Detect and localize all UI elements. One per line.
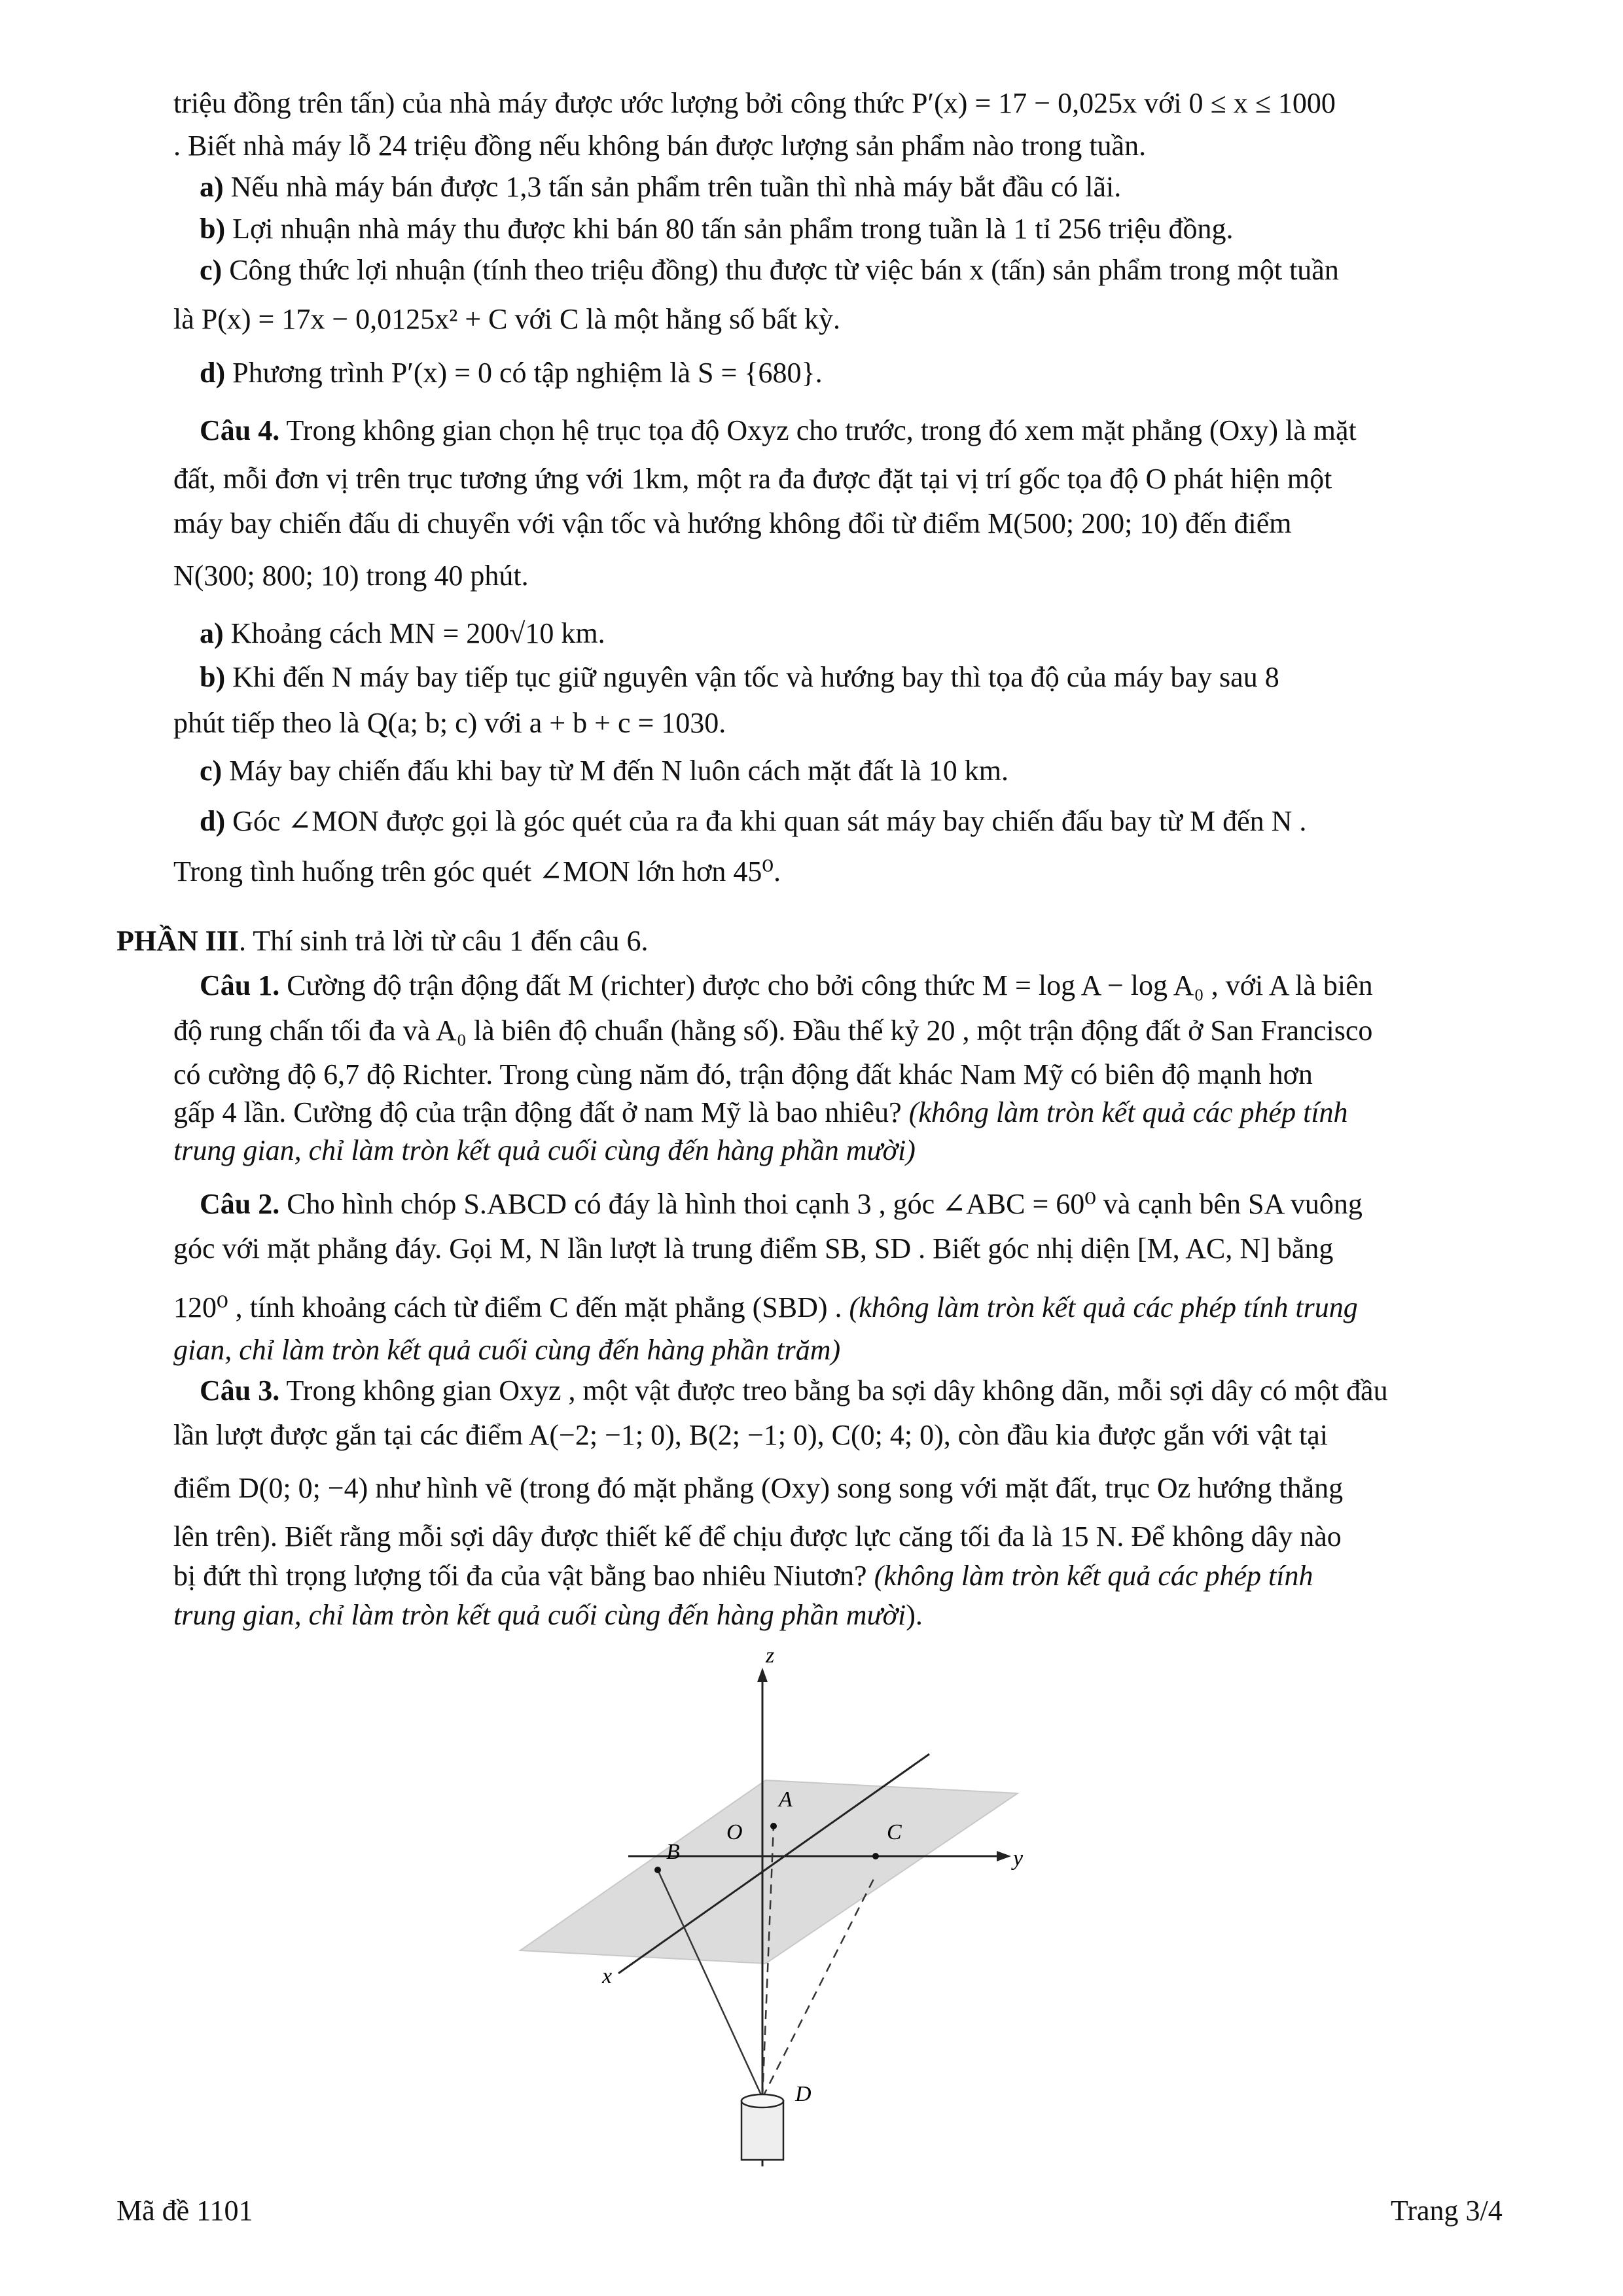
part3-header (116, 922, 1432, 961)
p3-c2-line-3 (173, 1288, 1489, 1327)
option-text: Lợi nhuận nhà máy thu được khi bán 80 tấn sản phẩm trong tuần là 1 tỉ 256 triệu đồng. (225, 213, 1234, 245)
p3-c2-line-2: góc với mặt phẳng đáy. Gọi M, N lần lượt là trung điểm SB, SD . Biết góc nhị diện [M, AC, N] bằng (173, 1232, 1334, 1265)
option-label: d) (200, 357, 226, 389)
p3-c3-line-5 (173, 1556, 1489, 1596)
q3-option-d (200, 353, 1515, 393)
p3-c2-line-1 (200, 1185, 1515, 1224)
question-text: Cường độ trận động đất M (richter) được cho bởi công thức M = log A − log A₀ , với A là biên (279, 969, 1373, 1001)
note-text: (không làm tròn kết quả các phép tính (908, 1096, 1348, 1128)
question-label: Câu 3. (200, 1374, 280, 1407)
tripod-figure (458, 1643, 1086, 2166)
p3-c3-line-2: lần lượt được gắn tại các điểm A(−2; −1; 0), B(2; −1; 0), C(0; 4; 0), còn đầu kia được gắn với vật tại (173, 1419, 1328, 1451)
option-text: Khoảng cách MN = 200√10 km. (223, 617, 605, 649)
note-text: (không làm tròn kết quả các phép tính trung (849, 1291, 1358, 1323)
note-text: (không làm tròn kết quả các phép tính (874, 1560, 1313, 1592)
point-c (872, 1853, 879, 1859)
label-o: O (726, 1820, 743, 1844)
point-b (654, 1867, 661, 1873)
option-label: a) (200, 171, 224, 203)
question-text: bị đứt thì trọng lượng tối đa của vật bằng bao nhiêu Niutơn? (173, 1560, 874, 1592)
p3-c3-line-3: điểm D(0; 0; −4) như hình vẽ (trong đó mặt phẳng (Oxy) song song với mặt đất, trục Oz hướng thẳng (173, 1472, 1344, 1504)
option-text: Nếu nhà máy bán được 1,3 tấn sản phẩm trên tuần thì nhà máy bắt đầu có lãi. (223, 171, 1122, 203)
label-d: D (795, 2082, 812, 2106)
label-x: x (602, 1964, 613, 1988)
option-label: c) (200, 254, 223, 286)
label-b: B (666, 1840, 680, 1864)
question-text: Trong không gian Oxyz , một vật được treo bằng ba sợi dây không dãn, mỗi sợi dây có một đầu (279, 1374, 1388, 1407)
p3-c1-line-3: có cường độ 6,7 độ Richter. Trong cùng năm đó, trận động đất khác Nam Mỹ có biên độ mạnh hơn (173, 1058, 1313, 1090)
question-label: Câu 2. (200, 1188, 280, 1220)
option-text: Góc ∠MON được gọi là góc quét của ra đa khi quan sát máy bay chiến đấu bay từ M đến N . (225, 805, 1307, 837)
p3-c1-line-2: độ rung chấn tối đa và A₀ là biên độ chuẩn (hằng số). Đầu thế kỷ 20 , một trận động đất ở San Francisco (173, 1014, 1373, 1047)
q3-option-c (200, 251, 1515, 290)
point-a (770, 1823, 777, 1829)
p3-c2-line-4: gian, chỉ làm tròn kết quả cuối cùng đến hàng phần trăm) (173, 1334, 841, 1366)
note-end: ). (906, 1599, 923, 1631)
part-text: . Thí sinh trả lời từ câu 1 đến câu 6. (239, 925, 649, 957)
option-label: b) (200, 213, 226, 245)
p3-c3-line-6 (173, 1596, 1489, 1635)
z-arrow-icon (757, 1668, 768, 1682)
option-label: c) (200, 755, 223, 787)
q3-option-b (200, 209, 1515, 249)
option-label: b) (200, 661, 226, 693)
option-label: d) (200, 805, 226, 837)
q4-option-c (200, 751, 1515, 791)
hanging-object (741, 2101, 783, 2160)
q3-option-a (200, 168, 1515, 207)
question-text: Cho hình chóp S.ABCD có đáy là hình thoi cạnh 3 , góc ∠ABC = 60⁰ và cạnh bên SA vuông (279, 1188, 1363, 1220)
q4-line-2: đất, mỗi đơn vị trên trục tương ứng với 1km, một ra đa được đặt tại vị trí gốc tọa độ O phát hiện một (173, 463, 1332, 495)
option-text: Máy bay chiến đấu khi bay từ M đến N luôn cách mặt đất là 10 km. (222, 755, 1008, 787)
note-text: trung gian, chỉ làm tròn kết quả cuối cùng đến hàng phần mười (173, 1599, 906, 1631)
q4-line-3: máy bay chiến đấu di chuyển với vận tốc và hướng không đổi từ điểm M(500; 200; 10) đến điểm (173, 507, 1292, 539)
y-arrow-icon (997, 1851, 1011, 1861)
q4-line-1 (200, 411, 1515, 450)
q4-option-b-cont: phút tiếp theo là Q(a; b; c) với a + b + c = 1030. (173, 707, 726, 739)
q3-line-1: triệu đồng trên tấn) của nhà máy được ước lượng bởi công thức P′(x) = 17 − 0,025x với 0 ≤ x ≤ 1000 (173, 87, 1336, 119)
option-text: Khi đến N máy bay tiếp tục giữ nguyên vận tốc và hướng bay thì tọa độ của máy bay sau 8 (225, 661, 1279, 693)
label-a: A (779, 1787, 793, 1812)
question-text: gấp 4 lần. Cường độ của trận động đất ở nam Mỹ là bao nhiêu? (173, 1096, 909, 1128)
question-text: 120⁰ , tính khoảng cách từ điểm C đến mặt phẳng (SBD) . (173, 1291, 849, 1323)
p3-c3-line-4: lên trên). Biết rằng mỗi sợi dây được thiết kế để chịu được lực căng tối đa là 15 N. Để không dây nào (173, 1520, 1342, 1552)
label-z: z (766, 1643, 775, 1668)
q4-option-d (200, 802, 1515, 841)
q4-line-4: N(300; 800; 10) trong 40 phút. (173, 560, 529, 592)
q4-option-b (200, 658, 1515, 697)
question-label: Câu 1. (200, 969, 280, 1001)
p3-c1-line-4 (173, 1093, 1489, 1132)
q3-line-2: . Biết nhà máy lỗ 24 triệu đồng nếu không bán được lượng sản phẩm nào trong tuần. (173, 130, 1147, 162)
option-label: a) (200, 617, 224, 649)
p3-c1-line-5: trung gian, chỉ làm tròn kết quả cuối cùng đến hàng phần mười) (173, 1134, 916, 1166)
page-number: Trang 3/4 (1391, 2195, 1503, 2227)
q4-option-a (200, 614, 1515, 653)
p3-c3-line-1 (200, 1371, 1515, 1410)
object-top (741, 2094, 783, 2108)
label-c: C (887, 1820, 902, 1844)
q4-option-d-cont: Trong tình huống trên góc quét ∠MON lớn hơn 45⁰. (173, 855, 781, 888)
option-text: Phương trình P′(x) = 0 có tập nghiệm là S = {680}. (225, 357, 823, 389)
question-label: Câu 4. (200, 414, 280, 446)
q3-option-c-cont: là P(x) = 17x − 0,0125x² + C với C là một hằng số bất kỳ. (173, 303, 840, 335)
question-text: Trong không gian chọn hệ trục tọa độ Oxyz cho trước, trong đó xem mặt phẳng (Oxy) là mặt (279, 414, 1357, 446)
p3-c1-line-1 (200, 966, 1515, 1005)
option-text: Công thức lợi nhuận (tính theo triệu đồng) thu được từ việc bán x (tấn) sản phẩm trong một tuần (222, 254, 1339, 286)
part-label: PHẦN III (116, 925, 240, 957)
label-y: y (1013, 1846, 1024, 1871)
exam-code: Mã đề 1101 (116, 2195, 253, 2227)
